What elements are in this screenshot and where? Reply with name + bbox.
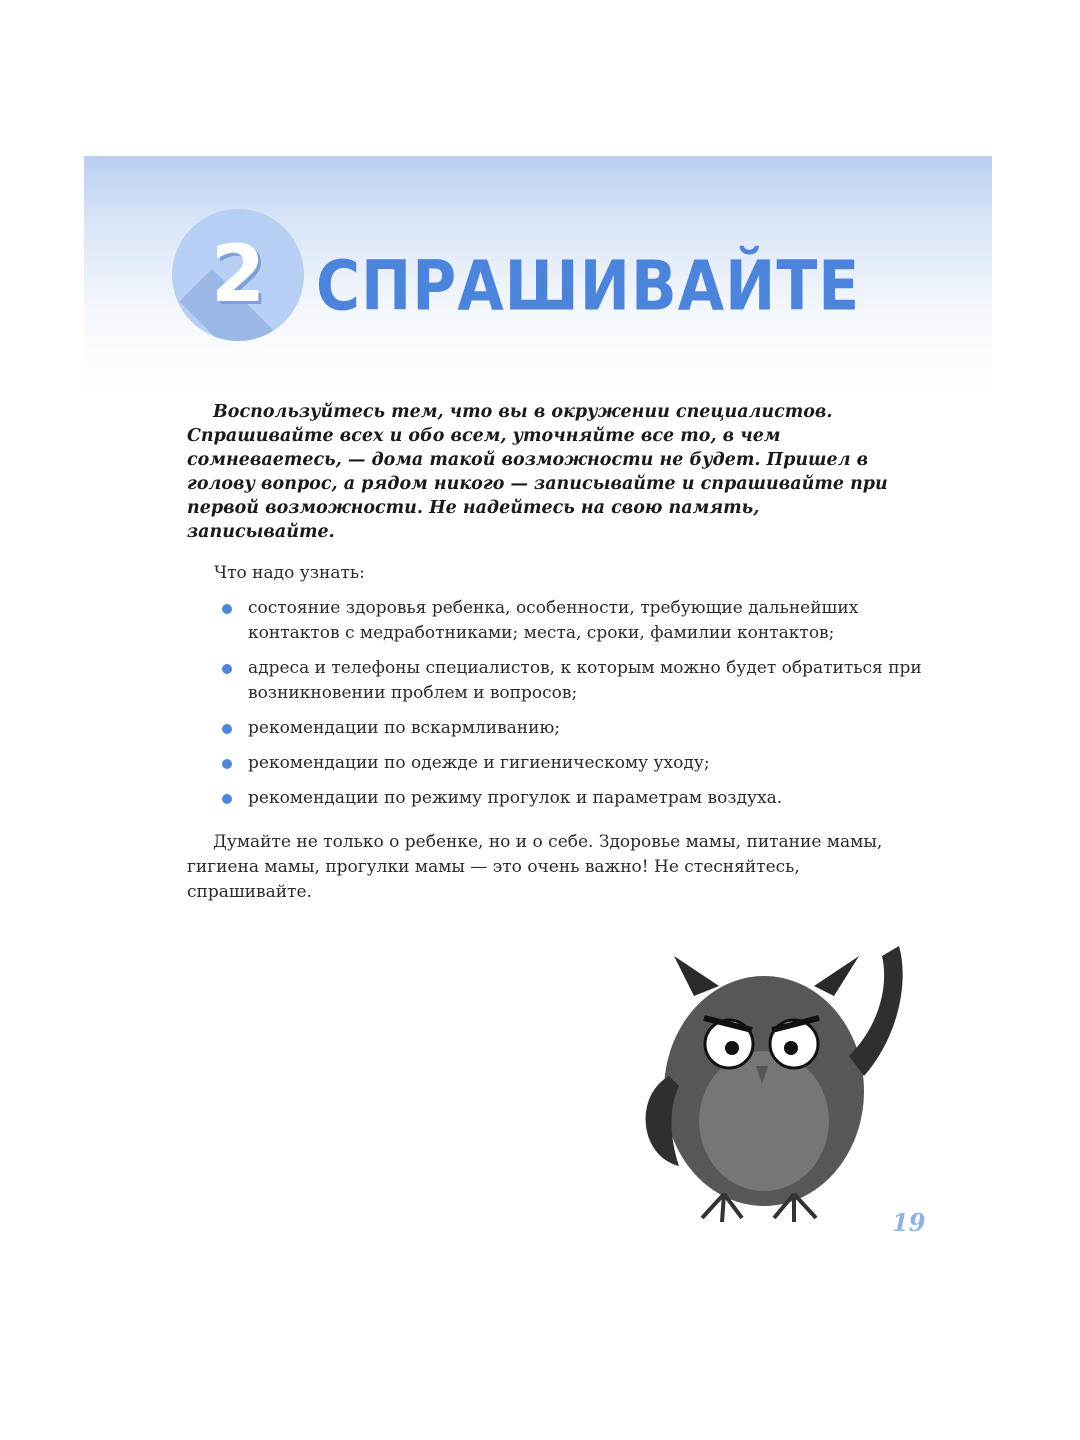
book-page: [84, 156, 992, 1284]
list-item: [218, 716, 938, 741]
intro-paragraph: [187, 400, 907, 544]
bullet-dot-icon: [222, 759, 232, 769]
list-item-text: состояние здоровья ребенка, особенности, требующие дальнейших контактов с медработниками; места, сроки, фамилии контактов;: [248, 598, 859, 643]
bullet-dot-icon: [222, 604, 232, 614]
owl-right-pupil: [784, 1041, 798, 1055]
list-item-text: рекомендации по вскармливанию;: [248, 718, 560, 738]
bullet-dot-icon: [222, 794, 232, 804]
list-item: [218, 751, 938, 776]
page-number: 19: [892, 1208, 926, 1237]
owl-illustration: [624, 926, 934, 1226]
bullet-dot-icon: [222, 724, 232, 734]
list-item: [218, 786, 938, 811]
closing-paragraph: [187, 830, 917, 905]
chapter-title: СПРАШИВАЙТЕ: [316, 246, 861, 327]
chapter-number-badge: [172, 209, 304, 341]
owl-raised-wing: [849, 946, 903, 1076]
list-item-text: рекомендации по режиму прогулок и параметрам воздуха.: [248, 788, 783, 808]
intro-text: Воспользуйтесь тем, что вы в окружении специалистов. Спрашивайте всех и обо всем, уточняйте все то, в чем сомневаетесь, — дома такой возможности не будет. Пришел в голову вопрос, а рядом никого — записывайте и спрашивайте при первой возможности. Не надейтесь на свою память, записывайте.: [187, 402, 888, 542]
bullet-list: [218, 596, 938, 821]
list-heading: Что надо узнать:: [214, 563, 365, 583]
list-item-text: рекомендации по одежде и гигиеническому уходу;: [248, 753, 710, 773]
owl-right-tuft: [814, 956, 859, 996]
closing-text: Думайте не только о ребенке, но и о себе. Здоровье мамы, питание мамы, гигиена мамы, прогулки мамы — это очень важно! Не стесняйтесь, спрашивайте.: [187, 832, 883, 902]
bullet-dot-icon: [222, 664, 232, 674]
list-item: [218, 656, 938, 706]
list-item: [218, 596, 938, 646]
owl-left-tuft: [674, 956, 719, 996]
list-item-text: адреса и телефоны специалистов, к которым можно будет обратиться при возникновении проблем и вопросов;: [248, 658, 922, 703]
chapter-number: 2: [210, 230, 266, 320]
owl-left-pupil: [725, 1041, 739, 1055]
